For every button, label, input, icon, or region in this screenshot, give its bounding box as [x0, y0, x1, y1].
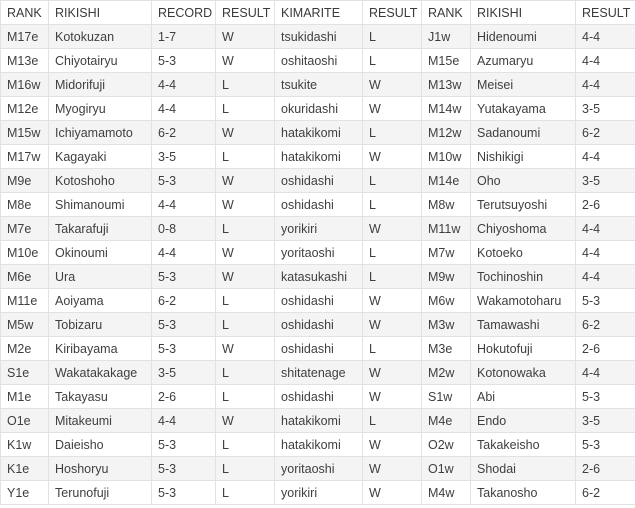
- rikishi-cell: Shimanoumi: [49, 193, 152, 217]
- result-cell: W: [216, 409, 275, 433]
- rikishi-cell: Takayasu: [49, 385, 152, 409]
- result-cell: L: [216, 289, 275, 313]
- opponent-rank-cell: M7w: [422, 241, 471, 265]
- opponent-rank-cell: M14w: [422, 97, 471, 121]
- rank-cell: M6e: [1, 265, 49, 289]
- record-cell: 5-3: [152, 457, 216, 481]
- table-row: [1, 433, 635, 457]
- opponent-record-cell: 5-3: [576, 289, 635, 313]
- result-cell: L: [216, 217, 275, 241]
- opponent-rank-cell: M9w: [422, 265, 471, 289]
- header-rank-2: RANK: [422, 1, 471, 25]
- table-row: [1, 217, 635, 241]
- opponent-rikishi-cell: Hidenoumi: [471, 25, 576, 49]
- opponent-rikishi-cell: Oho: [471, 169, 576, 193]
- opponent-rank-cell: M8w: [422, 193, 471, 217]
- rank-cell: S1e: [1, 361, 49, 385]
- rank-cell: O1e: [1, 409, 49, 433]
- opponent-rikishi-cell: Kotoeko: [471, 241, 576, 265]
- opponent-record-cell: 6-2: [576, 481, 635, 505]
- opponent-rank-cell: M15e: [422, 49, 471, 73]
- result-cell: W: [216, 49, 275, 73]
- table-row: [1, 265, 635, 289]
- rikishi-cell: Takarafuji: [49, 217, 152, 241]
- kimarite-cell: oshidashi: [275, 337, 363, 361]
- kimarite-cell: tsukidashi: [275, 25, 363, 49]
- opponent-rikishi-cell: Nishikigi: [471, 145, 576, 169]
- opponent-rank-cell: O1w: [422, 457, 471, 481]
- record-cell: 3-5: [152, 145, 216, 169]
- table-row: [1, 457, 635, 481]
- result-cell: L: [216, 457, 275, 481]
- record-cell: 5-3: [152, 169, 216, 193]
- header-rikishi-2: RIKISHI: [471, 1, 576, 25]
- opponent-rank-cell: J1w: [422, 25, 471, 49]
- opponent-result-cell: L: [363, 409, 422, 433]
- rikishi-cell: Wakatakakage: [49, 361, 152, 385]
- rikishi-cell: Ichiyamamoto: [49, 121, 152, 145]
- result-cell: L: [216, 385, 275, 409]
- opponent-result-cell: W: [363, 145, 422, 169]
- opponent-result-cell: W: [363, 217, 422, 241]
- opponent-result-cell: W: [363, 481, 422, 505]
- table-row: [1, 169, 635, 193]
- record-cell: 6-2: [152, 121, 216, 145]
- opponent-rank-cell: M2w: [422, 361, 471, 385]
- table-row: [1, 289, 635, 313]
- result-cell: L: [216, 481, 275, 505]
- result-cell: W: [216, 265, 275, 289]
- opponent-record-cell: 4-4: [576, 145, 635, 169]
- result-cell: W: [216, 337, 275, 361]
- rank-cell: M2e: [1, 337, 49, 361]
- header-record: RECORD: [152, 1, 216, 25]
- opponent-rikishi-cell: Terutsuyoshi: [471, 193, 576, 217]
- opponent-record-cell: 3-5: [576, 97, 635, 121]
- record-cell: 5-3: [152, 265, 216, 289]
- opponent-rank-cell: M13w: [422, 73, 471, 97]
- opponent-rank-cell: M6w: [422, 289, 471, 313]
- opponent-result-cell: W: [363, 361, 422, 385]
- rikishi-cell: Myogiryu: [49, 97, 152, 121]
- record-cell: 4-4: [152, 97, 216, 121]
- rank-cell: M7e: [1, 217, 49, 241]
- result-cell: L: [216, 313, 275, 337]
- header-result-2: RESULT: [363, 1, 422, 25]
- rikishi-cell: Ura: [49, 265, 152, 289]
- rank-cell: M9e: [1, 169, 49, 193]
- opponent-result-cell: W: [363, 433, 422, 457]
- result-cell: L: [216, 145, 275, 169]
- rikishi-cell: Terunofuji: [49, 481, 152, 505]
- rikishi-cell: Aoiyama: [49, 289, 152, 313]
- kimarite-cell: oshidashi: [275, 289, 363, 313]
- opponent-record-cell: 2-6: [576, 193, 635, 217]
- header-kimarite: KIMARITE: [275, 1, 363, 25]
- rikishi-cell: Chiyotairyu: [49, 49, 152, 73]
- table-row: [1, 361, 635, 385]
- rikishi-cell: Tobizaru: [49, 313, 152, 337]
- header-result-3: RESULT: [576, 1, 635, 25]
- record-cell: 4-4: [152, 73, 216, 97]
- record-cell: 5-3: [152, 433, 216, 457]
- rikishi-cell: Kotoshoho: [49, 169, 152, 193]
- kimarite-cell: oshidashi: [275, 313, 363, 337]
- table-row: [1, 337, 635, 361]
- rikishi-cell: Mitakeumi: [49, 409, 152, 433]
- opponent-rikishi-cell: Meisei: [471, 73, 576, 97]
- kimarite-cell: hatakikomi: [275, 145, 363, 169]
- header-rank: RANK: [1, 1, 49, 25]
- opponent-rikishi-cell: Shodai: [471, 457, 576, 481]
- opponent-rikishi-cell: Sadanoumi: [471, 121, 576, 145]
- table-row: [1, 385, 635, 409]
- opponent-record-cell: 4-4: [576, 361, 635, 385]
- rikishi-cell: Daieisho: [49, 433, 152, 457]
- opponent-record-cell: 6-2: [576, 121, 635, 145]
- kimarite-cell: yoritaoshi: [275, 241, 363, 265]
- table-row: [1, 25, 635, 49]
- rank-cell: M10e: [1, 241, 49, 265]
- result-cell: W: [216, 193, 275, 217]
- record-cell: 3-5: [152, 361, 216, 385]
- opponent-result-cell: W: [363, 73, 422, 97]
- opponent-rank-cell: M12w: [422, 121, 471, 145]
- kimarite-cell: yoritaoshi: [275, 457, 363, 481]
- kimarite-cell: yorikiri: [275, 481, 363, 505]
- opponent-rikishi-cell: Wakamotoharu: [471, 289, 576, 313]
- result-cell: W: [216, 169, 275, 193]
- kimarite-cell: oshitaoshi: [275, 49, 363, 73]
- rank-cell: M11e: [1, 289, 49, 313]
- rank-cell: M17w: [1, 145, 49, 169]
- record-cell: 5-3: [152, 313, 216, 337]
- result-cell: L: [216, 97, 275, 121]
- opponent-rank-cell: M3e: [422, 337, 471, 361]
- rank-cell: K1e: [1, 457, 49, 481]
- opponent-record-cell: 5-3: [576, 385, 635, 409]
- opponent-result-cell: W: [363, 313, 422, 337]
- opponent-rank-cell: M11w: [422, 217, 471, 241]
- opponent-record-cell: 5-3: [576, 433, 635, 457]
- kimarite-cell: oshidashi: [275, 169, 363, 193]
- table-row: [1, 145, 635, 169]
- rikishi-cell: Okinoumi: [49, 241, 152, 265]
- kimarite-cell: yorikiri: [275, 217, 363, 241]
- opponent-rikishi-cell: Azumaryu: [471, 49, 576, 73]
- rank-cell: Y1e: [1, 481, 49, 505]
- opponent-result-cell: L: [363, 49, 422, 73]
- opponent-rikishi-cell: Hokutofuji: [471, 337, 576, 361]
- opponent-record-cell: 4-4: [576, 265, 635, 289]
- kimarite-cell: okuridashi: [275, 97, 363, 121]
- rank-cell: M1e: [1, 385, 49, 409]
- kimarite-cell: oshidashi: [275, 385, 363, 409]
- opponent-record-cell: 3-5: [576, 409, 635, 433]
- header-result: RESULT: [216, 1, 275, 25]
- table-row: [1, 97, 635, 121]
- rikishi-cell: Kotokuzan: [49, 25, 152, 49]
- opponent-rikishi-cell: Yutakayama: [471, 97, 576, 121]
- rank-cell: M12e: [1, 97, 49, 121]
- rank-cell: M17e: [1, 25, 49, 49]
- result-cell: L: [216, 361, 275, 385]
- record-cell: 4-4: [152, 241, 216, 265]
- result-cell: L: [216, 73, 275, 97]
- rank-cell: M13e: [1, 49, 49, 73]
- header-rikishi: RIKISHI: [49, 1, 152, 25]
- record-cell: 4-4: [152, 409, 216, 433]
- opponent-record-cell: 2-6: [576, 337, 635, 361]
- kimarite-cell: tsukite: [275, 73, 363, 97]
- rank-cell: K1w: [1, 433, 49, 457]
- record-cell: 2-6: [152, 385, 216, 409]
- result-cell: W: [216, 121, 275, 145]
- opponent-rikishi-cell: Abi: [471, 385, 576, 409]
- kimarite-cell: oshidashi: [275, 193, 363, 217]
- opponent-record-cell: 4-4: [576, 217, 635, 241]
- header-row: [1, 1, 635, 25]
- opponent-result-cell: L: [363, 241, 422, 265]
- kimarite-cell: hatakikomi: [275, 409, 363, 433]
- kimarite-cell: shitatenage: [275, 361, 363, 385]
- opponent-record-cell: 4-4: [576, 73, 635, 97]
- rikishi-cell: Hoshoryu: [49, 457, 152, 481]
- opponent-record-cell: 4-4: [576, 49, 635, 73]
- table-row: [1, 241, 635, 265]
- table-row: [1, 313, 635, 337]
- opponent-result-cell: W: [363, 457, 422, 481]
- opponent-rikishi-cell: Endo: [471, 409, 576, 433]
- rank-cell: M5w: [1, 313, 49, 337]
- record-cell: 0-8: [152, 217, 216, 241]
- opponent-rank-cell: M4w: [422, 481, 471, 505]
- opponent-rikishi-cell: Takanosho: [471, 481, 576, 505]
- opponent-result-cell: W: [363, 385, 422, 409]
- rank-cell: M16w: [1, 73, 49, 97]
- opponent-rikishi-cell: Takakeisho: [471, 433, 576, 457]
- opponent-rank-cell: M4e: [422, 409, 471, 433]
- table-body: [1, 25, 635, 505]
- rank-cell: M15w: [1, 121, 49, 145]
- opponent-record-cell: 6-2: [576, 313, 635, 337]
- record-cell: 6-2: [152, 289, 216, 313]
- kimarite-cell: katasukashi: [275, 265, 363, 289]
- result-cell: W: [216, 25, 275, 49]
- opponent-result-cell: L: [363, 337, 422, 361]
- opponent-rank-cell: M10w: [422, 145, 471, 169]
- record-cell: 5-3: [152, 337, 216, 361]
- opponent-rikishi-cell: Chiyoshoma: [471, 217, 576, 241]
- table-row: [1, 121, 635, 145]
- opponent-rank-cell: O2w: [422, 433, 471, 457]
- result-cell: L: [216, 433, 275, 457]
- record-cell: 5-3: [152, 49, 216, 73]
- opponent-rikishi-cell: Tochinoshin: [471, 265, 576, 289]
- kimarite-cell: hatakikomi: [275, 121, 363, 145]
- opponent-result-cell: L: [363, 121, 422, 145]
- rikishi-cell: Kiribayama: [49, 337, 152, 361]
- opponent-result-cell: L: [363, 193, 422, 217]
- record-cell: 5-3: [152, 481, 216, 505]
- opponent-result-cell: W: [363, 289, 422, 313]
- opponent-record-cell: 2-6: [576, 457, 635, 481]
- opponent-rank-cell: S1w: [422, 385, 471, 409]
- rikishi-cell: Midorifuji: [49, 73, 152, 97]
- table-row: [1, 409, 635, 433]
- opponent-result-cell: L: [363, 265, 422, 289]
- record-cell: 4-4: [152, 193, 216, 217]
- opponent-record-cell: 3-5: [576, 169, 635, 193]
- table-row: [1, 49, 635, 73]
- opponent-rikishi-cell: Tamawashi: [471, 313, 576, 337]
- rikishi-cell: Kagayaki: [49, 145, 152, 169]
- opponent-record-cell: 4-4: [576, 241, 635, 265]
- rank-cell: M8e: [1, 193, 49, 217]
- opponent-result-cell: W: [363, 97, 422, 121]
- table-row: [1, 481, 635, 505]
- opponent-rank-cell: M14e: [422, 169, 471, 193]
- table-row: [1, 193, 635, 217]
- opponent-rank-cell: M3w: [422, 313, 471, 337]
- opponent-rikishi-cell: Kotonowaka: [471, 361, 576, 385]
- opponent-result-cell: L: [363, 169, 422, 193]
- table-row: [1, 73, 635, 97]
- opponent-record-cell: 4-4: [576, 25, 635, 49]
- opponent-result-cell: L: [363, 25, 422, 49]
- record-cell: 1-7: [152, 25, 216, 49]
- kimarite-cell: hatakikomi: [275, 433, 363, 457]
- result-cell: W: [216, 241, 275, 265]
